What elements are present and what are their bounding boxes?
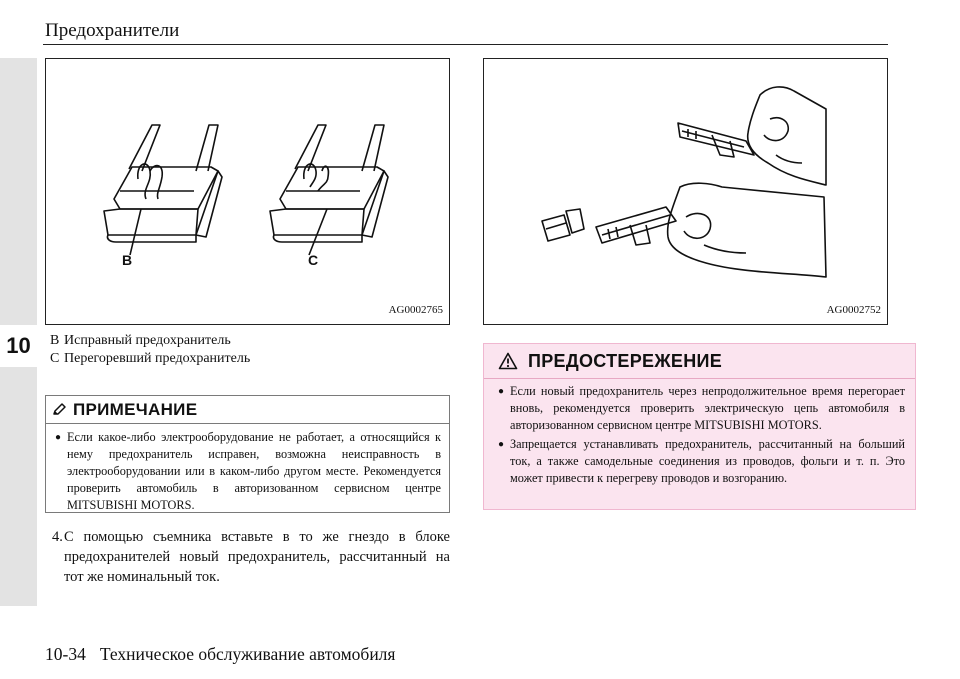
caption-text: Исправный предохранитель bbox=[64, 333, 231, 348]
figure-code: AG0002752 bbox=[826, 304, 881, 316]
small-fuse-drawing bbox=[542, 209, 584, 241]
label-c: C bbox=[308, 252, 319, 268]
caption-b bbox=[50, 333, 231, 349]
page-title: Предохранители bbox=[45, 20, 180, 41]
pencil-icon bbox=[52, 402, 67, 417]
step-number: 4. bbox=[52, 529, 63, 545]
warning-triangle-icon bbox=[498, 352, 518, 370]
warning-item bbox=[498, 436, 905, 487]
fuse-illustration bbox=[45, 58, 450, 325]
warning-text: Если новый предохранитель через непродолжительное время перегорает вновь, рекомендуется проверить электрическую цепь автомобиля в авторизованном сервисном центре MITSUBISHI MOTORS. bbox=[510, 384, 905, 432]
bullet-icon: ● bbox=[55, 432, 62, 443]
warning-body bbox=[484, 379, 915, 487]
note-header bbox=[46, 396, 449, 424]
fuse-puller-drawing bbox=[484, 59, 887, 324]
warning-text: Запрещается устанавливать предохранитель, рассчитанный на больший ток, а также самодельные соединения из проводов, фольги и т. п. Это может привести к перегреву проводов и возгоранию. bbox=[510, 437, 905, 485]
upper-hand-drawing bbox=[678, 87, 826, 185]
caption-letter: C bbox=[50, 351, 60, 366]
blown-fuse-drawing bbox=[270, 125, 388, 242]
label-b: B bbox=[122, 252, 133, 268]
note-box bbox=[45, 395, 450, 513]
bullet-icon: ● bbox=[498, 439, 505, 450]
page-number: 10-34 bbox=[45, 644, 86, 664]
bullet-icon: ● bbox=[498, 386, 505, 397]
chapter-tab: 10 bbox=[0, 325, 37, 367]
good-fuse-drawing bbox=[104, 125, 222, 242]
caption-c bbox=[50, 351, 250, 367]
warning-header bbox=[484, 344, 915, 379]
lower-hand-drawing bbox=[596, 183, 826, 277]
warning-title: ПРЕДОСТЕРЕЖЕНИЕ bbox=[528, 350, 723, 371]
note-title: ПРИМЕЧАНИЕ bbox=[73, 399, 198, 419]
footer-title: Техническое обслуживание автомобиля bbox=[99, 644, 396, 664]
step-text: С помощью съемника вставьте в то же гнездо в блоке предохранителей новый предохранитель, рассчитанный на тот же номинальный ток. bbox=[64, 529, 450, 585]
note-text: Если какое-либо электрооборудование не работает, а относящийся к нему предохранитель исправен, возможна неисправность в электрооборудовании или в каком-либо другом месте. Рекомендуется проверить автомобиль в авторизованном сервисном центре MITSUBISHI MOTORS. bbox=[67, 430, 441, 512]
procedure-step bbox=[52, 527, 450, 587]
note-body bbox=[46, 424, 449, 514]
warning-box bbox=[483, 343, 916, 510]
note-item bbox=[55, 429, 441, 514]
caption-letter: B bbox=[50, 333, 60, 348]
page-footer bbox=[45, 644, 395, 665]
figure-code: AG0002765 bbox=[388, 304, 443, 316]
header-divider bbox=[43, 44, 888, 45]
warning-item bbox=[498, 383, 905, 434]
fuse-puller-illustration bbox=[483, 58, 888, 325]
fuse-drawing bbox=[46, 59, 449, 324]
caption-text: Перегоревший предохранитель bbox=[64, 351, 251, 366]
